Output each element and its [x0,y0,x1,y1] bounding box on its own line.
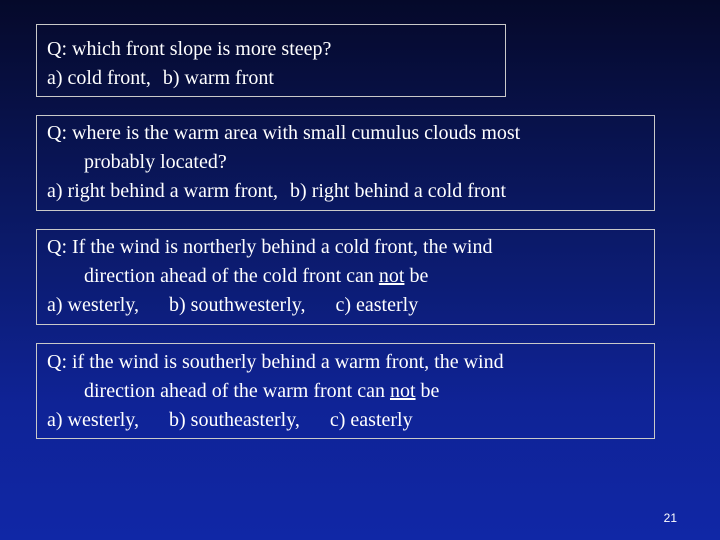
option-a: a) right behind a warm front, [47,180,279,202]
question-text-post: be [415,380,440,402]
emphasis-not: not [378,265,405,287]
question-text-line-2 [47,377,644,406]
option-c: c) easterly [329,409,413,431]
question-text-pre: direction ahead of the warm front can [84,380,390,402]
option-a: a) cold front, [47,67,151,89]
question-text-line-1: Q: If the wind is northerly behind a cold front, the wind [47,236,493,258]
emphasis-not: not [389,380,416,402]
answer-options [47,406,644,435]
answer-options [47,177,644,206]
question-text-line-1: Q: if the wind is southerly behind a warm front, the wind [47,351,504,373]
question-text-line-2: probably located? [84,151,227,173]
answer-options [47,64,495,93]
question-text-pre: direction ahead of the cold front can [84,265,379,287]
page-number: 21 [663,511,677,525]
question-box-2 [36,115,655,211]
question-text-line-2 [47,262,644,291]
option-b: b) southwesterly, [169,294,306,316]
option-a: a) westerly, [47,409,139,431]
question-box-1 [36,24,506,97]
option-b: b) right behind a cold front [290,180,507,202]
option-c: c) easterly [335,294,419,316]
question-box-3 [36,229,655,325]
option-b: b) southeasterly, [169,409,300,431]
question-text: Q: which front slope is more steep? [47,38,332,60]
option-a: a) westerly, [47,294,139,316]
question-text-post: be [404,265,429,287]
option-b: b) warm front [162,67,274,89]
answer-options [47,291,644,320]
question-box-4 [36,343,655,439]
question-text-line-1: Q: where is the warm area with small cumulus clouds most [47,122,521,144]
